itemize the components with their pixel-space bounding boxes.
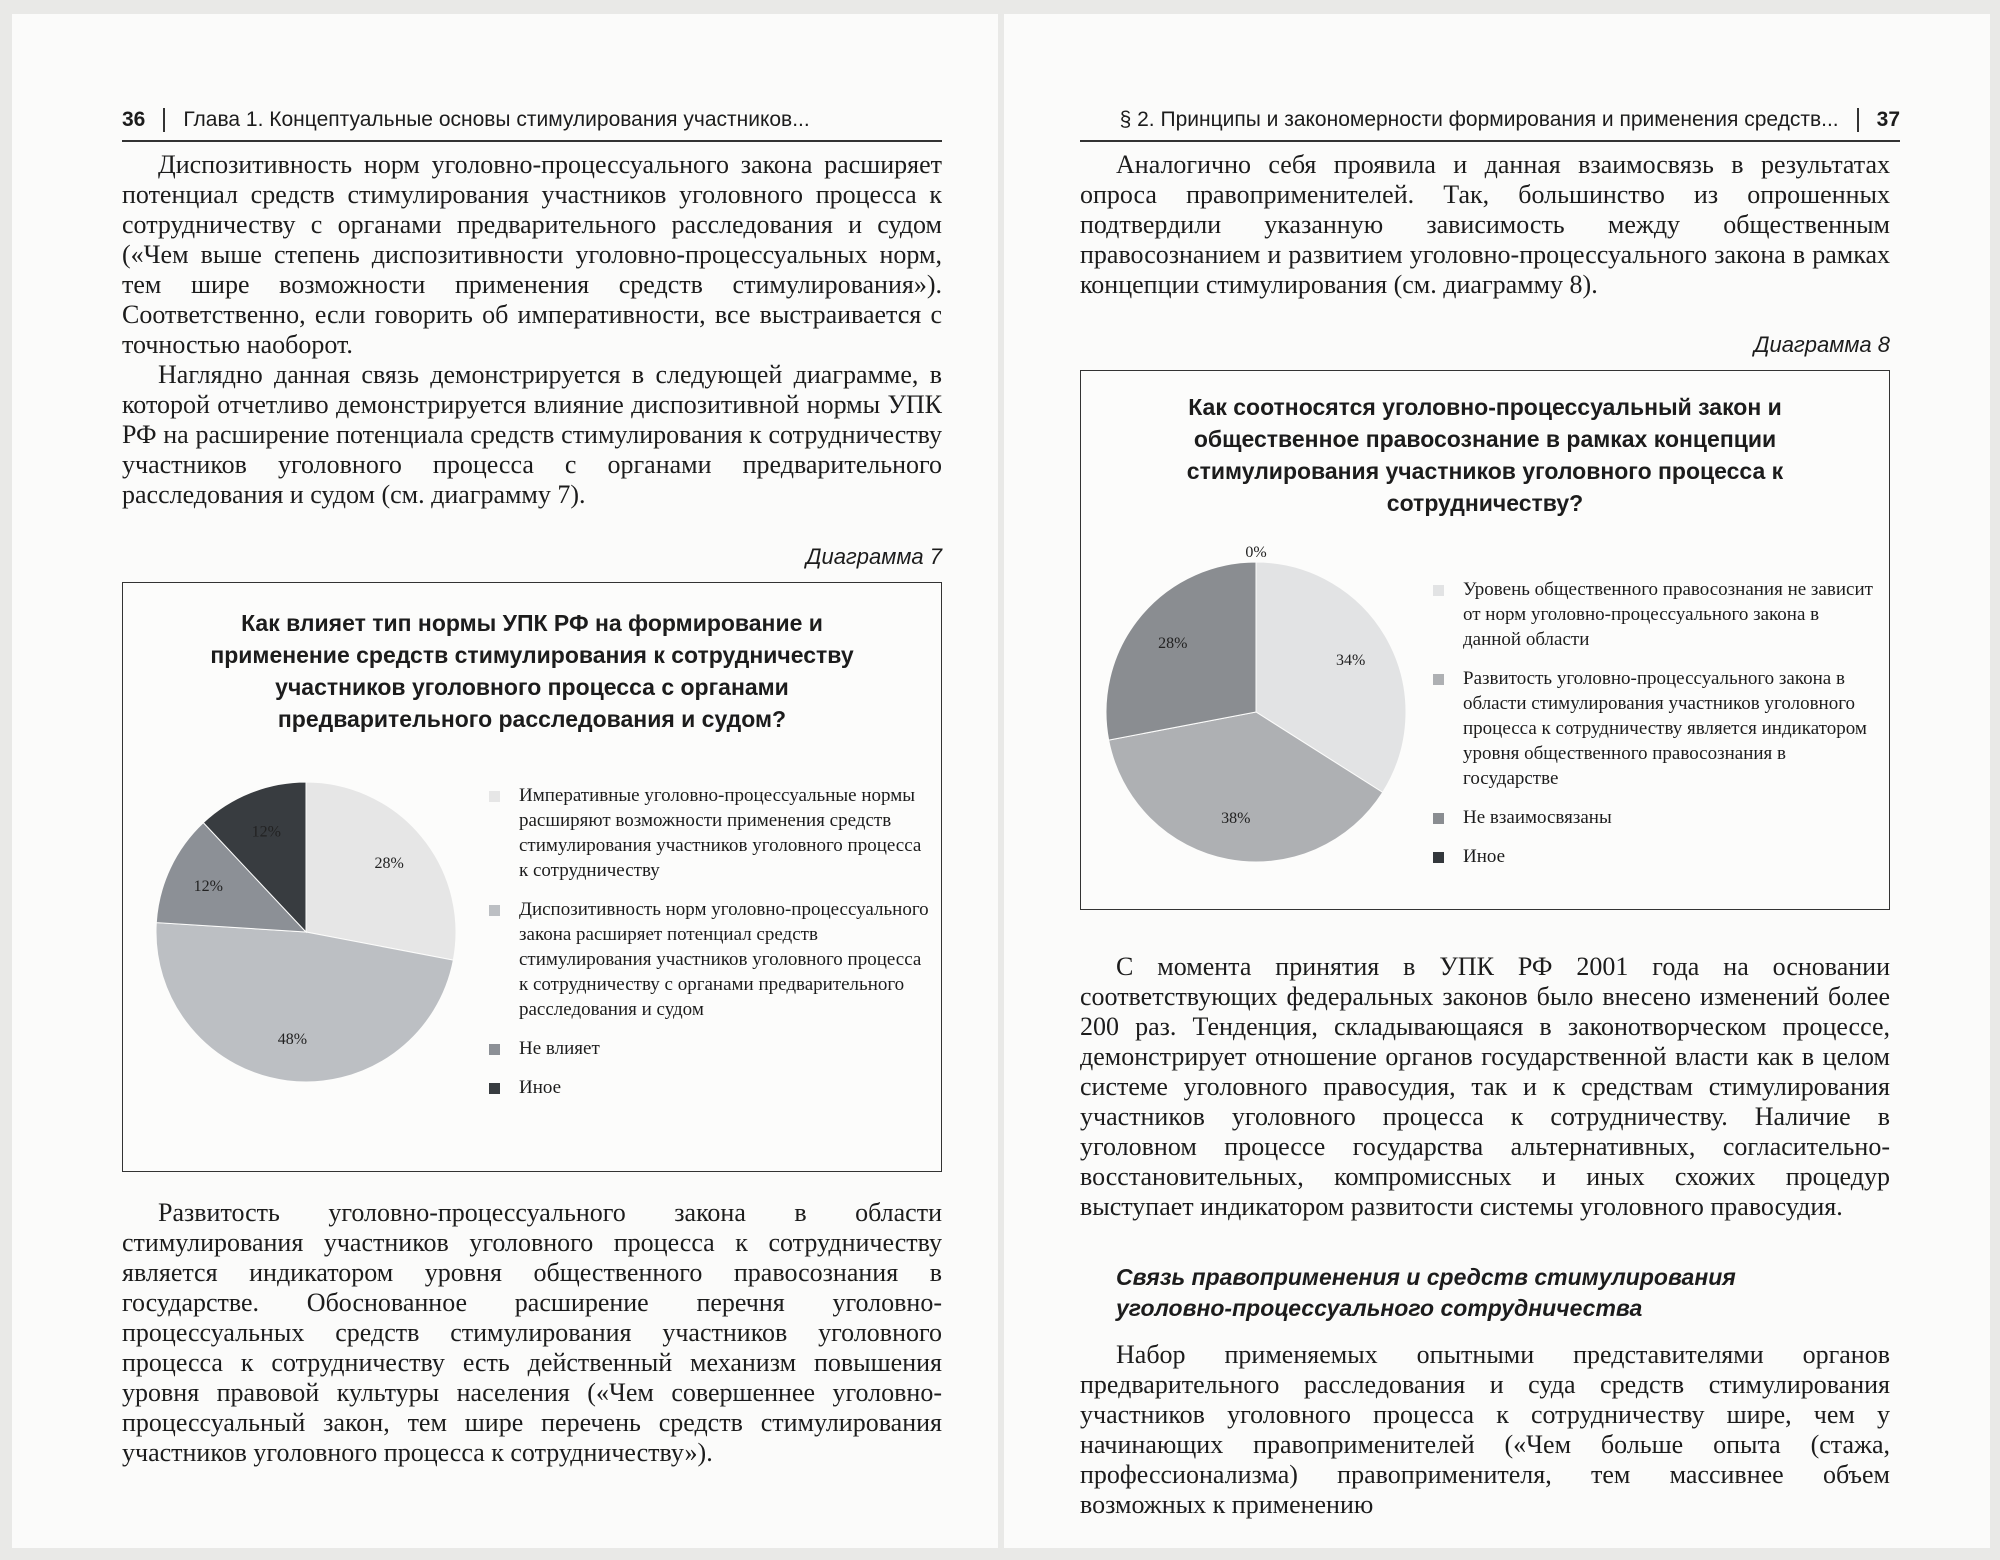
legend-item	[489, 1036, 929, 1061]
legend-label: Иное	[519, 1077, 562, 1098]
paragraph: Аналогично себя проявила и данная взаимосвязь в результатах опроса правоприменителей. Так, большинство из опрошенных подтвердили указанную зависимость между общественным правосознанием и развитием уголовно-процессуального закона в рамках концепции стимулирования (см. диаграмму 8).	[1080, 150, 1890, 299]
paragraph: С момента принятия в УПК РФ 2001 года на основании соответствующих федеральных законов было внесено изменений более 200 раз. Тенденция, складывающаяся в законотворческом процессе, демонстрирует отношение органов государственной власти как в целом системе уголовного правосудия, так и к средствам стимулирования участников уголовного процесса к сотрудничеству. Наличие в уголовном процессе государства альтернативных, согласительно-восстановительных, компромиссных и иных схожих процедур выступает индикатором развитости системы уголовного правосудия.	[1080, 952, 1890, 1221]
legend-item	[1433, 805, 1873, 830]
legend-swatch	[1433, 852, 1444, 863]
chart-legend	[489, 783, 929, 1114]
paragraph: Развитость уголовно-процессуального закона в области стимулирования участников уголовного процесса к сотрудничеству является индикатором уровня общественного правосознания в государстве. Обоснованное расширение перечня уголовно-процессуальных средств стимулирования участников уголовного процесса к сотрудничеству есть действенный механизм повышения уровня правовой культуры населения («Чем совершеннее уголовно-процессуальный закон, тем шире перечень средств стимулирования участников уголовного процесса к сотрудничеству»).	[122, 1198, 942, 1467]
legend-swatch	[489, 1083, 500, 1094]
figure-caption: Диаграмма 7	[805, 544, 942, 569]
section-subheading: Связь правоприменения и средств стимулирования уголовно-процессуального сотрудничества	[1116, 1264, 1736, 1321]
slice-label: 38%	[1221, 810, 1251, 828]
legend-label: Диспозитивность норм уголовно-процессуального закона расширяет потенциал средств стимулирования участников уголовного процесса к сотрудничеству с органами предварительного расследования и судом	[519, 899, 929, 1020]
legend-label: Не влияет	[519, 1038, 600, 1059]
pie-chart	[1101, 544, 1411, 867]
legend-label: Императивные уголовно-процессуальные нормы расширяют возможности применения средств стимулирования участников уголовного процесса к сотрудничеству	[519, 785, 922, 881]
legend-item	[489, 783, 929, 883]
running-head-title: § 2. Принципы и закономерности формирования и применения средств...	[1119, 108, 1839, 131]
page-number: 37	[1876, 108, 1900, 131]
slice-label: 34%	[1335, 651, 1366, 669]
body-text-bottom	[122, 1198, 942, 1468]
chart-7	[122, 582, 942, 1172]
paragraph: Наглядно данная связь демонстрируется в следующей диаграмме, в которой отчетливо демонстрируется влияние диспозитивной нормы УПК РФ на расширение потенциала средств стимулирования к сотрудничеству участников уголовного процесса с органами предварительного расследования и судом (см. диаграмму 7).	[122, 360, 942, 509]
right-page	[1004, 14, 1990, 1548]
legend-item	[489, 897, 929, 1022]
chart-title: Как соотносятся уголовно-процессуальный закон и общественное правосознание в рамках концепции стимулирования участников уголовного процесса к сотрудничеству?	[1186, 394, 1784, 516]
slice-label: 28%	[374, 855, 404, 873]
slice-label: 12%	[193, 878, 223, 896]
slice-label: 0%	[1245, 544, 1267, 561]
chart-title: Как влияет тип нормы УПК РФ на формирование и применение средств стимулирования к сотрудничеству участников уголовного процесса с органами предварительного расследования и судом?	[210, 610, 854, 732]
chart-8	[1080, 370, 1890, 910]
legend-label: Развитость уголовно-процессуального закона в области стимулирования участников уголовного процесса к сотрудничеству является индикатором уровня общественного правосознания в государстве	[1463, 668, 1867, 789]
body-text-middle	[1080, 952, 1890, 1222]
figure-caption: Диаграмма 8	[1753, 332, 1890, 357]
body-text-top	[1080, 150, 1890, 300]
legend-label: Иное	[1463, 846, 1506, 867]
page-number: 36	[122, 108, 146, 131]
body-text-top	[122, 150, 942, 510]
left-page	[12, 14, 998, 1548]
legend-item	[489, 1075, 929, 1100]
pie-chart	[151, 777, 461, 1087]
running-head-title: Глава 1. Концептуальные основы стимулирования участников...	[183, 108, 810, 131]
chart-legend	[1433, 577, 1873, 883]
paragraph: Диспозитивность норм уголовно-процессуального закона расширяет потенциал средств стимулирования участников уголовного процесса к сотрудничеству с органами предварительного расследования и судом («Чем выше степень диспозитивности уголовно-процессуальных норм, тем шире возможности применения средств стимулирования»). Соответственно, если говорить об императивности, все выстраивается с точностью наоборот.	[122, 150, 942, 359]
legend-swatch	[489, 905, 500, 916]
running-header	[1080, 100, 1900, 142]
slice-label: 12%	[251, 823, 281, 841]
running-header	[122, 100, 942, 142]
legend-swatch	[489, 791, 500, 802]
legend-swatch	[489, 1044, 500, 1055]
header-divider	[1857, 108, 1859, 132]
paragraph: Набор применяемых опытными представителями органов предварительного расследования и суда средств стимулирования участников уголовного процесса к сотрудничеству шире, чем у начинающих правоприменителей («Чем больше опыта (стажа, профессионализма) правоприменителя, тем массивнее объем возможных к применению	[1080, 1340, 1890, 1519]
legend-swatch	[1433, 674, 1444, 685]
legend-item	[1433, 666, 1873, 791]
legend-swatch	[1433, 585, 1444, 596]
legend-label: Уровень общественного правосознания не зависит от норм уголовно-процессуального закона в данной области	[1463, 579, 1873, 650]
slice-label: 48%	[277, 1031, 308, 1049]
header-divider	[163, 108, 165, 132]
slice-label: 28%	[1158, 635, 1188, 653]
legend-item	[1433, 844, 1873, 869]
legend-item	[1433, 577, 1873, 652]
legend-label: Не взаимосвязаны	[1463, 807, 1612, 828]
body-text-bottom	[1080, 1340, 1890, 1520]
legend-swatch	[1433, 813, 1444, 824]
